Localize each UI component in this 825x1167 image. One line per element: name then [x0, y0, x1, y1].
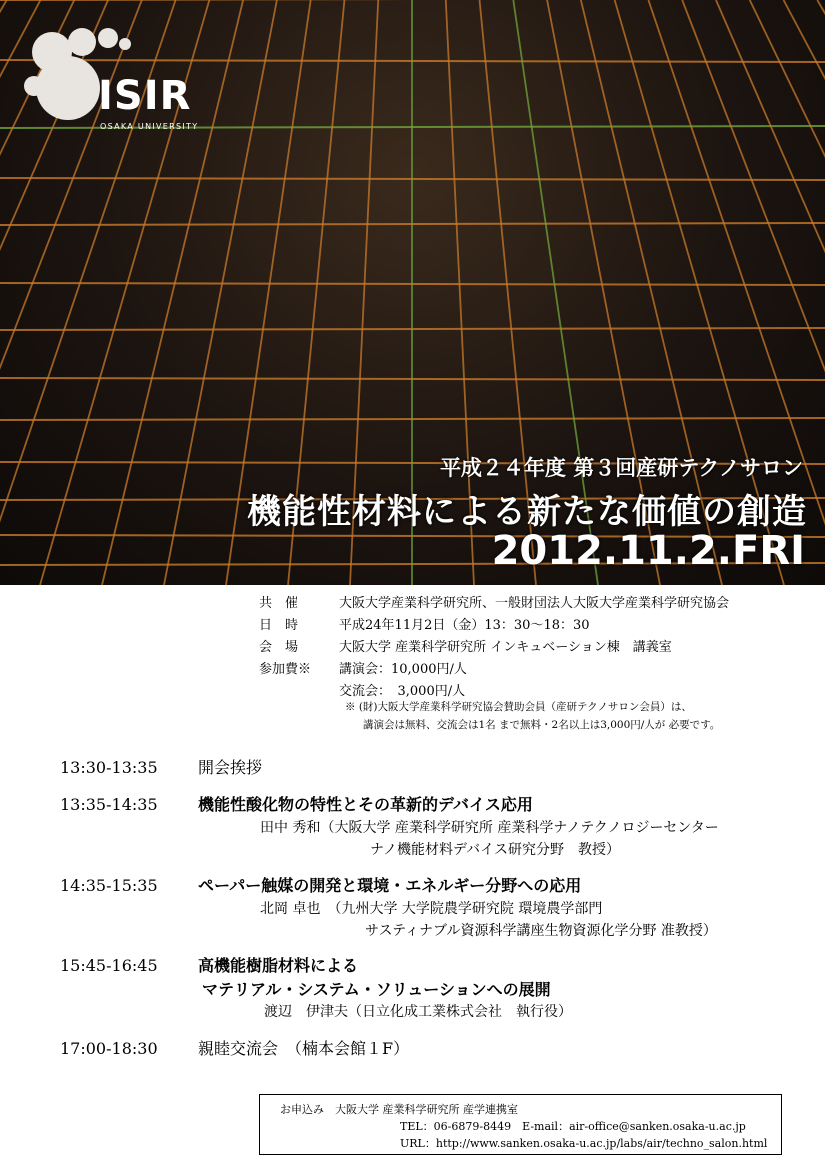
contact-box — [259, 1094, 782, 1155]
info-label — [259, 681, 339, 703]
schedule-title: ペーパー触媒の開発と環境・エネルギー分野への応用 — [198, 876, 582, 895]
grid-line — [0, 0, 7, 585]
speaker-line: 北岡 卓也 （九州大学 大学院農学研究院 環境農学部門 — [260, 901, 603, 917]
event-title: 機能性材料による新たな価値の創造 — [247, 492, 807, 532]
info-value: 大阪大学 産業科学研究所 インキュベーション棟 講義室 — [339, 640, 672, 655]
info-value: 平成24年11月2日（金）13：30～18：30 — [339, 618, 590, 633]
speaker-line: サスティナブル資源科学講座生物資源化学分野 准教授） — [365, 923, 717, 939]
schedule-time: 14:35-15:35 — [60, 876, 158, 895]
contact-phone-email[interactable]: TEL：06-6879-8449 E-mail：air-office@sanken.osaka-u.ac.jp — [400, 1120, 746, 1133]
logo-subtitle: OSAKA UNIVERSITY — [100, 122, 199, 131]
schedule-title-line2: マテリアル・システム・ソリューションへの展開 — [202, 980, 551, 999]
info-row — [259, 615, 729, 637]
info-row — [259, 593, 729, 615]
schedule-time: 15:45-16:45 — [60, 956, 158, 975]
schedule-title: 開会挨拶 — [198, 758, 263, 777]
isir-logo — [20, 22, 210, 132]
speaker-line: 田中 秀和（大阪大学 産業科学研究所 産業科学ナノテクノロジーセンター — [260, 820, 719, 836]
speaker-line: 渡辺 伊津夫（日立化成工業株式会社 執行役） — [264, 1004, 572, 1020]
schedule-time: 13:35-14:35 — [60, 795, 158, 814]
event-date: 2012.11.2.FRI — [491, 528, 805, 574]
info-value: 講演会：10,000円/人 — [339, 662, 467, 677]
fee-note-line: ※ (財)大阪大学産業科学研究協会賛助会員（産研テクノサロン会員）は、 — [345, 701, 692, 713]
info-label: 日 時 — [259, 618, 299, 633]
event-series: 平成２４年度 第３回産研テクノサロン — [439, 455, 803, 480]
info-label: 共 催 — [259, 596, 299, 611]
info-row — [259, 637, 729, 659]
contact-url[interactable]: URL：http://www.sanken.osaka-u.ac.jp/labs/air/techno_salon.html — [400, 1137, 768, 1150]
schedule-title: 親睦交流会 （楠本会館１F） — [198, 1039, 410, 1058]
info-label: 会 場 — [259, 640, 299, 655]
fee-note — [345, 698, 720, 734]
schedule-title: 高機能樹脂材料による — [198, 956, 359, 975]
info-value: 交流会： 3,000円/人 — [339, 684, 466, 699]
schedule-title: 機能性酸化物の特性とその革新的デバイス応用 — [198, 795, 533, 814]
contact-office: お申込み 大阪大学 産業科学研究所 産学連携室 — [280, 1103, 518, 1116]
logo-text: ISIR — [98, 73, 192, 119]
info-row — [259, 659, 729, 681]
event-info — [259, 593, 729, 703]
info-value: 大阪大学産業科学研究所、一般財団法人大阪大学産業科学研究協会 — [339, 596, 730, 611]
fee-note-line: 講演会は無料、交流会は1名 まで無料・2名以上は3,000円/人が 必要です。 — [363, 719, 721, 731]
schedule-time: 17:00-18:30 — [60, 1039, 158, 1058]
speaker-line: ナノ機能材料デバイス研究分野 教授） — [370, 842, 621, 858]
info-label: 参加費※ — [259, 662, 312, 677]
schedule-time: 13:30-13:35 — [60, 758, 158, 777]
